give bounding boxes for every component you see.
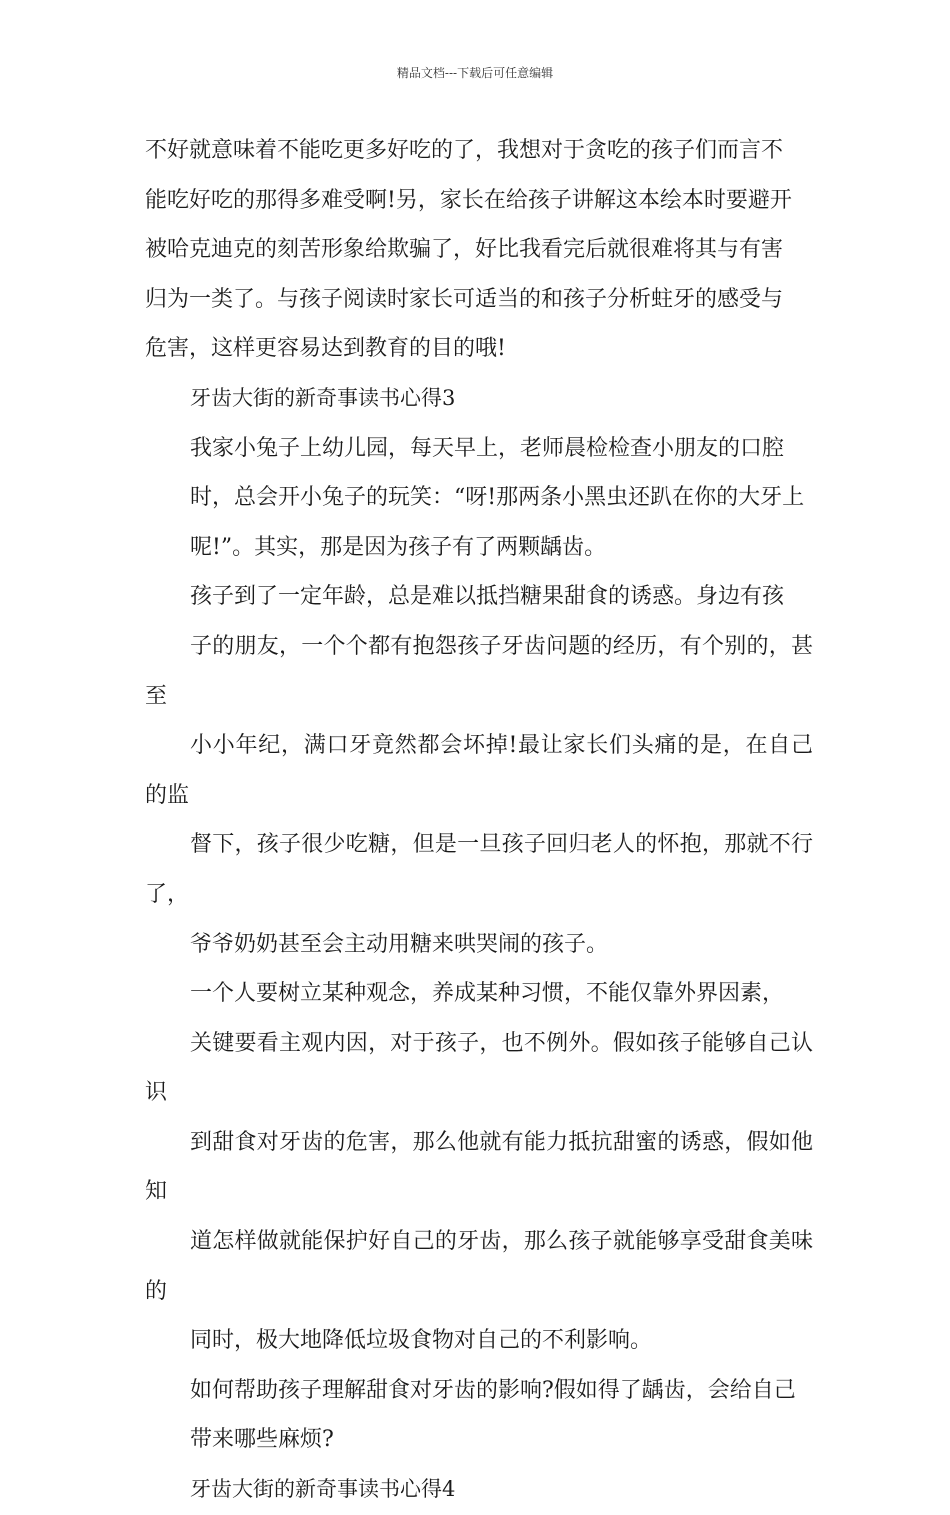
paragraph-line: 归为一类了。与孩子阅读时家长可适当的和孩子分析蛀牙的感受与 <box>145 286 784 312</box>
paragraph-line: 危害，这样更容易达到教育的目的哦! <box>145 336 506 362</box>
paragraph <box>145 424 813 573</box>
paragraph-line: 带来哪些麻烦? <box>190 1427 334 1453</box>
paragraph-line: 到甜食对牙齿的危害，那么他就有能力抵抗甜蜜的诱惑，假如他知 <box>145 1129 813 1205</box>
section-heading: 牙齿大街的新奇事读书心得4 <box>190 1477 456 1502</box>
paragraph-line: 能吃好吃的那得多难受啊!另，家长在给孩子讲解这本绘本时要避开 <box>145 187 792 213</box>
paragraph-line: 爷爷奶奶甚至会主动用糖来哄哭闹的孩子。 <box>190 931 609 957</box>
paragraph <box>145 572 813 969</box>
paragraph-line: 小小年纪，满口牙竟然都会坏掉!最让家长们头痛的是，在自己的监 <box>145 733 813 808</box>
paragraph-line: 一个人要树立某种观念，养成某种习惯，不能仅靠外界因素， <box>190 981 785 1007</box>
paragraph-line: 被哈克迪克的刻苦形象给欺骗了，好比我看完后就很难将其与有害 <box>145 237 784 263</box>
paragraph-line: 同时，极大地降低垃圾食物对自己的不利影响。 <box>190 1328 653 1354</box>
paragraph-line: 关键要看主观内因，对于孩子，也不例外。假如孩子能够自己认识 <box>145 1030 813 1106</box>
paragraph-line: 子的朋友，一个个都有抱怨孩子牙齿问题的经历，有个别的，甚至 <box>145 633 813 709</box>
paragraph-line: 道怎样做就能保护好自己的牙齿，那么孩子就能够享受甜食美味的 <box>145 1229 813 1304</box>
paragraph <box>145 1366 813 1465</box>
paragraph-line: 不好就意味着不能吃更多好吃的了，我想对于贪吃的孩子们而言不 <box>145 138 784 163</box>
paragraph <box>145 969 813 1366</box>
section-heading: 牙齿大街的新奇事读书心得3 <box>190 385 456 410</box>
page-header: 精品文档---下载后可任意编辑 <box>396 66 554 80</box>
paragraph-line: 孩子到了一定年龄，总是难以抵挡糖果甜食的诱惑。身边有孩 <box>190 584 785 610</box>
paragraph-line: 督下，孩子很少吃糖，但是一旦孩子回归老人的怀抱，那就不行了， <box>145 832 813 907</box>
paragraph-line: 如何帮助孩子理解甜食对牙齿的影响?假如得了龋齿，会给自己 <box>190 1377 796 1403</box>
paragraph-line: 我家小兔子上幼儿园，每天早上，老师晨检检查小朋友的口腔 <box>190 435 785 461</box>
paragraph <box>145 126 813 374</box>
paragraph-line: 呢!”。其实，那是因为孩子有了两颗龋齿。 <box>190 534 607 560</box>
paragraph-line: 时，总会开小兔子的玩笑：“呀!那两条小黑虫还趴在你的大牙上 <box>190 485 805 511</box>
document-body <box>145 126 813 1515</box>
